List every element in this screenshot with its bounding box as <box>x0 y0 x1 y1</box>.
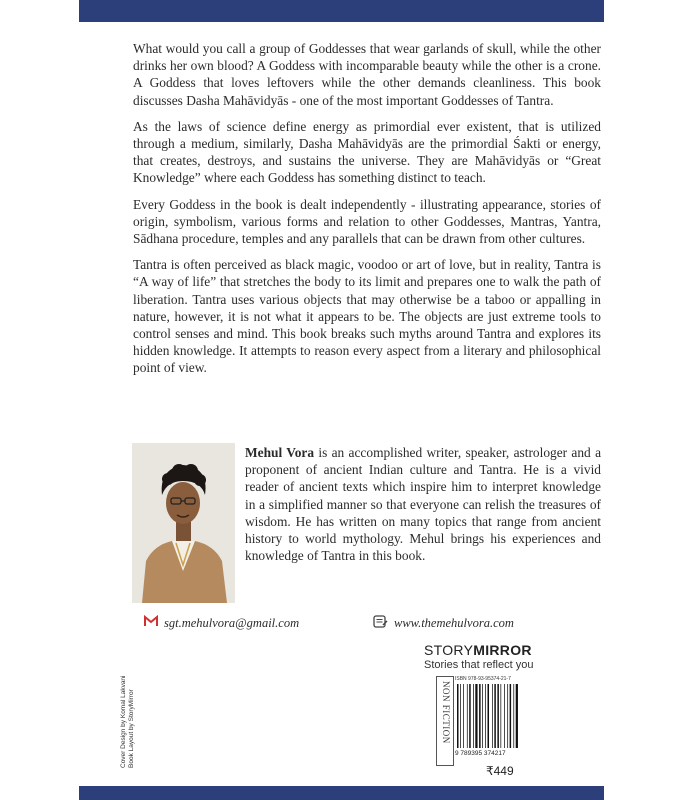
web-icon <box>373 615 388 632</box>
genre-text: NON FICTION <box>441 681 451 744</box>
barcode-bar <box>479 684 481 748</box>
author-bio <box>245 444 601 564</box>
blurb-paragraph: What would you call a group of Goddesses that wear garlands of skull, while the other drinks her own blood? A Goddess with incomparable beauty while the other is a crone. A Goddess that loves leftovers while the other demands cleanliness. This book discusses Dasha Mahāvidyās - one of the most important Goddesses of Tantra. <box>133 41 601 108</box>
barcode-bar <box>513 684 514 748</box>
blurb-paragraph: Every Goddess in the book is dealt independently - illustrating appearance, stories of origin, symbolism, various forms and relation to other Goddesses, Mantras, Yantra, Sādhana procedure, temples and any parallels that can be drawn from other cultures. <box>133 196 601 247</box>
design-credits <box>120 658 136 768</box>
author-bio-text: is an accomplished writer, speaker, astrologer and a proponent of ancient Indian culture and Tantra. He is a vivid reader of ancient texts which inspire him to interpret knowledge in a simplified manner so that everyone can relish the treasures of wisdom. He has written on many topics that range from ancient history to world mythology. Mehul brings his experiences and knowledge of Tantra in this book. <box>245 445 602 564</box>
author-website[interactable] <box>373 615 514 632</box>
barcode-bar <box>492 684 493 748</box>
publisher-name-bold: MIRROR <box>473 642 532 658</box>
barcode-bar <box>460 684 461 748</box>
mail-icon <box>144 615 158 631</box>
isbn-barcode <box>455 676 523 764</box>
blurb-paragraph: Tantra is often perceived as black magic, voodoo or art of love, but in reality, Tantra is “A way of life” that stretches the body to its limit and prepares one to walk the path of liberation. Tantra uses various objects that may otherwise be a taboo or appalling in nature, however, it is not what it appears to be. The objects are just extreme tools to control senses and mind. This book breaks such myths around Tantra and explores its hidden knowledge. It attempts to reason every aspect from a literary and philosophical point of view. <box>133 257 601 376</box>
publisher-tagline: Stories that reflect you <box>424 659 534 671</box>
genre-label <box>436 676 454 766</box>
barcode-bar <box>457 684 459 748</box>
cover-credit: Cover Design by Komal Lakvani <box>120 675 127 768</box>
bottom-band <box>79 786 604 800</box>
website-text: www.themehulvora.com <box>394 616 514 630</box>
layout-credit: Book Layout by StoryMirror <box>128 689 135 768</box>
barcode-bar <box>485 684 486 748</box>
barcode-bar <box>500 684 501 748</box>
price: ₹449 <box>486 764 514 778</box>
publisher-name-light: STORY <box>424 642 474 658</box>
barcode-number: 9 789395 374217 <box>455 750 506 757</box>
barcode-bar <box>516 684 518 748</box>
barcode-bar <box>463 684 464 748</box>
publisher-name <box>424 642 533 658</box>
barcode-bar <box>475 684 477 748</box>
barcode-bar <box>488 684 490 748</box>
top-band <box>79 0 604 22</box>
author-portrait-illustration <box>132 443 235 603</box>
barcode-bar <box>497 684 499 748</box>
back-cover-blurb <box>133 40 601 386</box>
barcode-bar <box>494 684 496 748</box>
author-name: Mehul Vora <box>245 445 315 460</box>
barcode-bar <box>504 684 505 748</box>
publisher-logo <box>424 642 533 671</box>
barcode-bar <box>467 684 468 748</box>
email-text: sgt.mehulvora@gmail.com <box>164 615 300 630</box>
author-photo <box>132 443 235 603</box>
barcode-bar <box>482 684 483 748</box>
barcode-bar <box>473 684 474 748</box>
barcode-bars <box>455 682 521 750</box>
barcode-bar <box>507 684 508 748</box>
isbn-text: ISBN 978-93-95374-21-7 <box>455 676 511 682</box>
barcode-bar <box>510 684 512 748</box>
barcode-bar <box>469 684 471 748</box>
author-email[interactable] <box>144 615 299 631</box>
blurb-paragraph: As the laws of science define energy as primordial ever existent, that is utilized through a medium, similarly, Dasha Mahāvidyās are the primordial Śakti or energy, that creates, destroys, and sustains the universe. They are Mahāvidyās or “Great Knowledge” where each Goddess has something distinct to teach. <box>133 118 601 186</box>
